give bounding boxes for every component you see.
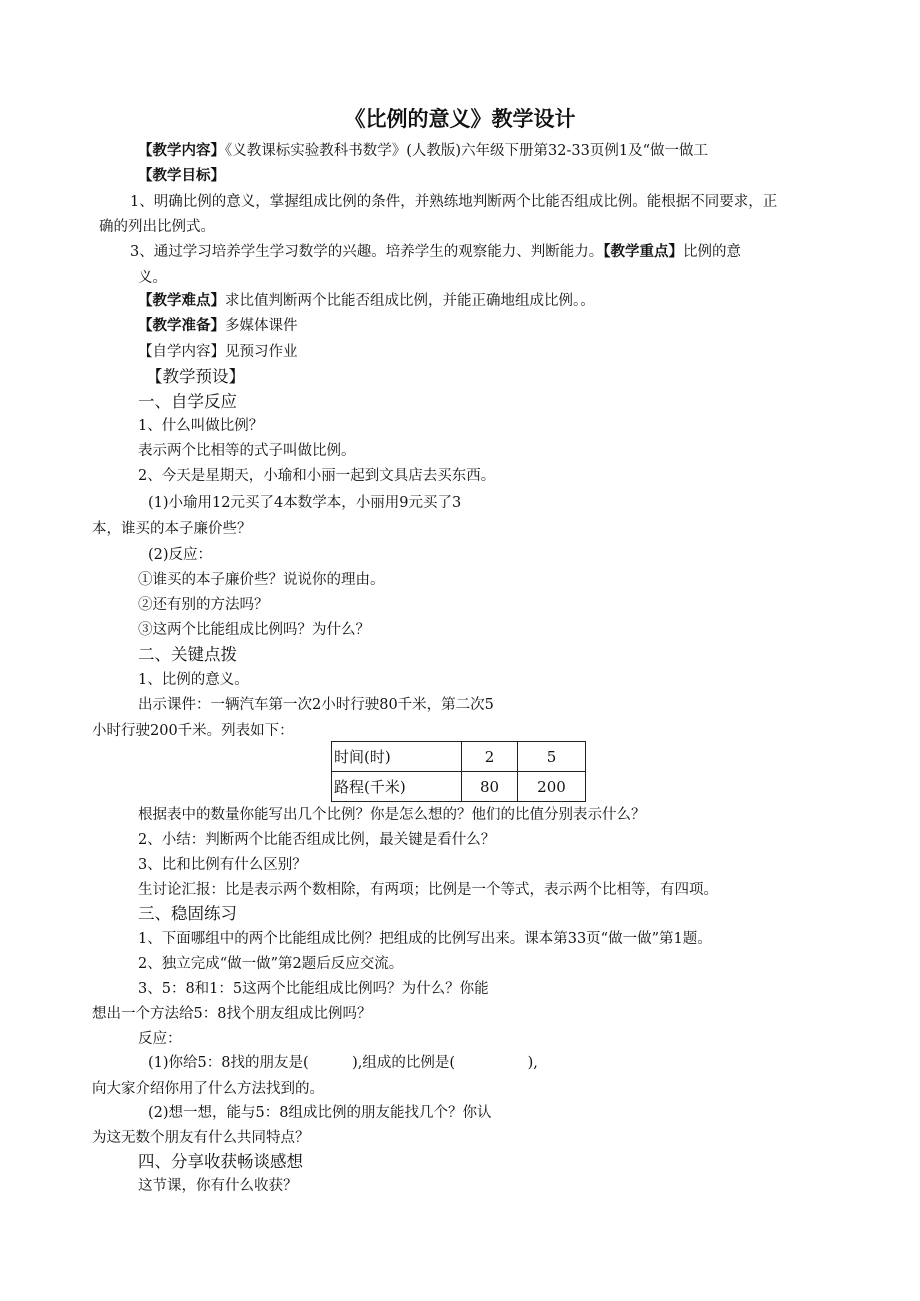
section-label-keypoint: 【教学重点】 <box>603 244 683 260</box>
heading-share-harvest: 四、分享收获畅谈感想 <box>138 1152 303 1171</box>
feedback-label: 反应： <box>138 1031 182 1047</box>
question-2: 2、今天是星期天，小瑜和小丽一起到文具店去买东西。 <box>138 468 496 484</box>
feedback-part-2: (2)想一想，能与5：8组成比例的朋友能找几个？你认 <box>148 1105 492 1121</box>
feedback-part-2-cont: 为这无数个朋友有什么共同特点？ <box>92 1130 310 1146</box>
table-cell: 2 <box>462 742 518 772</box>
practice-3-cont: 想出一个方法给5：8找个朋友组成比例吗？ <box>92 1006 372 1022</box>
harvest-question: 这节课，你有什么收获？ <box>138 1178 298 1194</box>
difficulty-line <box>138 291 595 311</box>
preparation-text: 多媒体课件 <box>225 318 298 334</box>
question-2-part-2: (2)反应： <box>148 547 213 563</box>
document-title: 《比例的意义》教学设计 <box>344 107 576 131</box>
table-cell-label: 时间(时) <box>332 742 462 772</box>
keypoint-text-cont: 义。 <box>138 270 167 286</box>
heading-self-study-feedback: 一、自学反应 <box>138 392 237 411</box>
self-study-text: 见预习作业 <box>225 344 298 360</box>
teaching-content-line <box>138 141 708 161</box>
difficulty-text: 求比值判断两个比能否组成比例，并能正确地组成比例。。 <box>225 293 595 309</box>
goal-3-text: 3、通过学习培养学生学习数学的兴趣。培养学生的观察能力、判断能力。 <box>130 244 604 260</box>
self-study-line <box>138 342 298 362</box>
preparation-line <box>138 316 298 336</box>
table-cell: 5 <box>518 742 586 772</box>
heading-key-points: 二、关键点拨 <box>138 645 237 664</box>
keypoint-1: 1、比例的意义。 <box>138 672 249 688</box>
feedback-item-1: ①谁买的本子廉价些？说说你的理由。 <box>138 572 385 588</box>
practice-1: 1、下面哪组中的两个比能组成比例？把组成的比例写出来。课本第33页“做一做”第1题。 <box>138 931 712 947</box>
answer-1: 表示两个比相等的式子叫做比例。 <box>138 443 356 459</box>
table-cell: 80 <box>462 772 518 802</box>
discussion-report: 生讨论汇报：比是表示两个数相除，有两项；比例是一个等式，表示两个比相等，有四项。 <box>138 882 718 898</box>
courseware-line-cont: 小时行驶200千米。列表如下： <box>92 723 294 739</box>
goal-line-3 <box>130 242 741 262</box>
courseware-line: 出示课件：一辆汽车第一次2小时行驶80千米，第二次5 <box>138 697 494 713</box>
goal-line-1-cont: 确的列出比例式。 <box>99 219 215 235</box>
section-label-difficulty: 【教学难点】 <box>138 293 225 309</box>
feedback-item-2: ②还有别的方法吗？ <box>138 597 269 613</box>
summary-line: 2、小结：判断两个比能否组成比例，最关键是看什么？ <box>138 832 496 848</box>
table-row <box>332 742 586 772</box>
heading-practice: 三、稳固练习 <box>138 904 237 923</box>
question-1: 1、什么叫做比例？ <box>138 418 264 434</box>
question-2-part-1-cont: 本，谁买的本子廉价些？ <box>92 521 252 537</box>
question-2-part-1: (1)小瑜用12元买了4本数学本，小丽用9元买了3 <box>148 495 462 511</box>
feedback-item-3: ③这两个比能组成比例吗？为什么？ <box>138 622 370 638</box>
table-cell: 200 <box>518 772 586 802</box>
time-distance-table <box>331 741 586 802</box>
table-question: 根据表中的数量你能写出几个比例？你是怎么想的？他们的比值分别表示什么？ <box>138 807 646 823</box>
section-label-preparation: 【教学准备】 <box>138 318 225 334</box>
teaching-content-text: 《义教课标实验教科书数学》(人教版)六年级下册第32-33页例1及“做一做工 <box>225 143 709 159</box>
goal-line-1: 1、明确比例的意义，掌握组成比例的条件，并熟练地判断两个比能否组成比例。能根据不同要求，正 <box>130 194 778 210</box>
section-label-goals: 【教学目标】 <box>138 168 225 184</box>
practice-2: 2、独立完成“做一做”第2题后反应交流。 <box>138 956 404 972</box>
feedback-part-1: (1)你给5：8找的朋友是( ),组成的比例是( ), <box>148 1055 538 1071</box>
feedback-part-1-cont: 向大家介绍你用了什么方法找到的。 <box>92 1081 324 1097</box>
practice-3: 3、5：8和1：5这两个比能组成比例吗？为什么？你能 <box>138 981 489 997</box>
table-row <box>332 772 586 802</box>
section-label-content: 【教学内容】 <box>138 143 225 159</box>
keypoint-text: 比例的意 <box>682 244 741 260</box>
section-label-self-study: 【自学内容】 <box>138 344 225 360</box>
table-cell-label: 路程(千米) <box>332 772 462 802</box>
difference-question: 3、比和比例有什么区别？ <box>138 857 307 873</box>
section-label-preset: 【教学预设】 <box>146 367 245 386</box>
